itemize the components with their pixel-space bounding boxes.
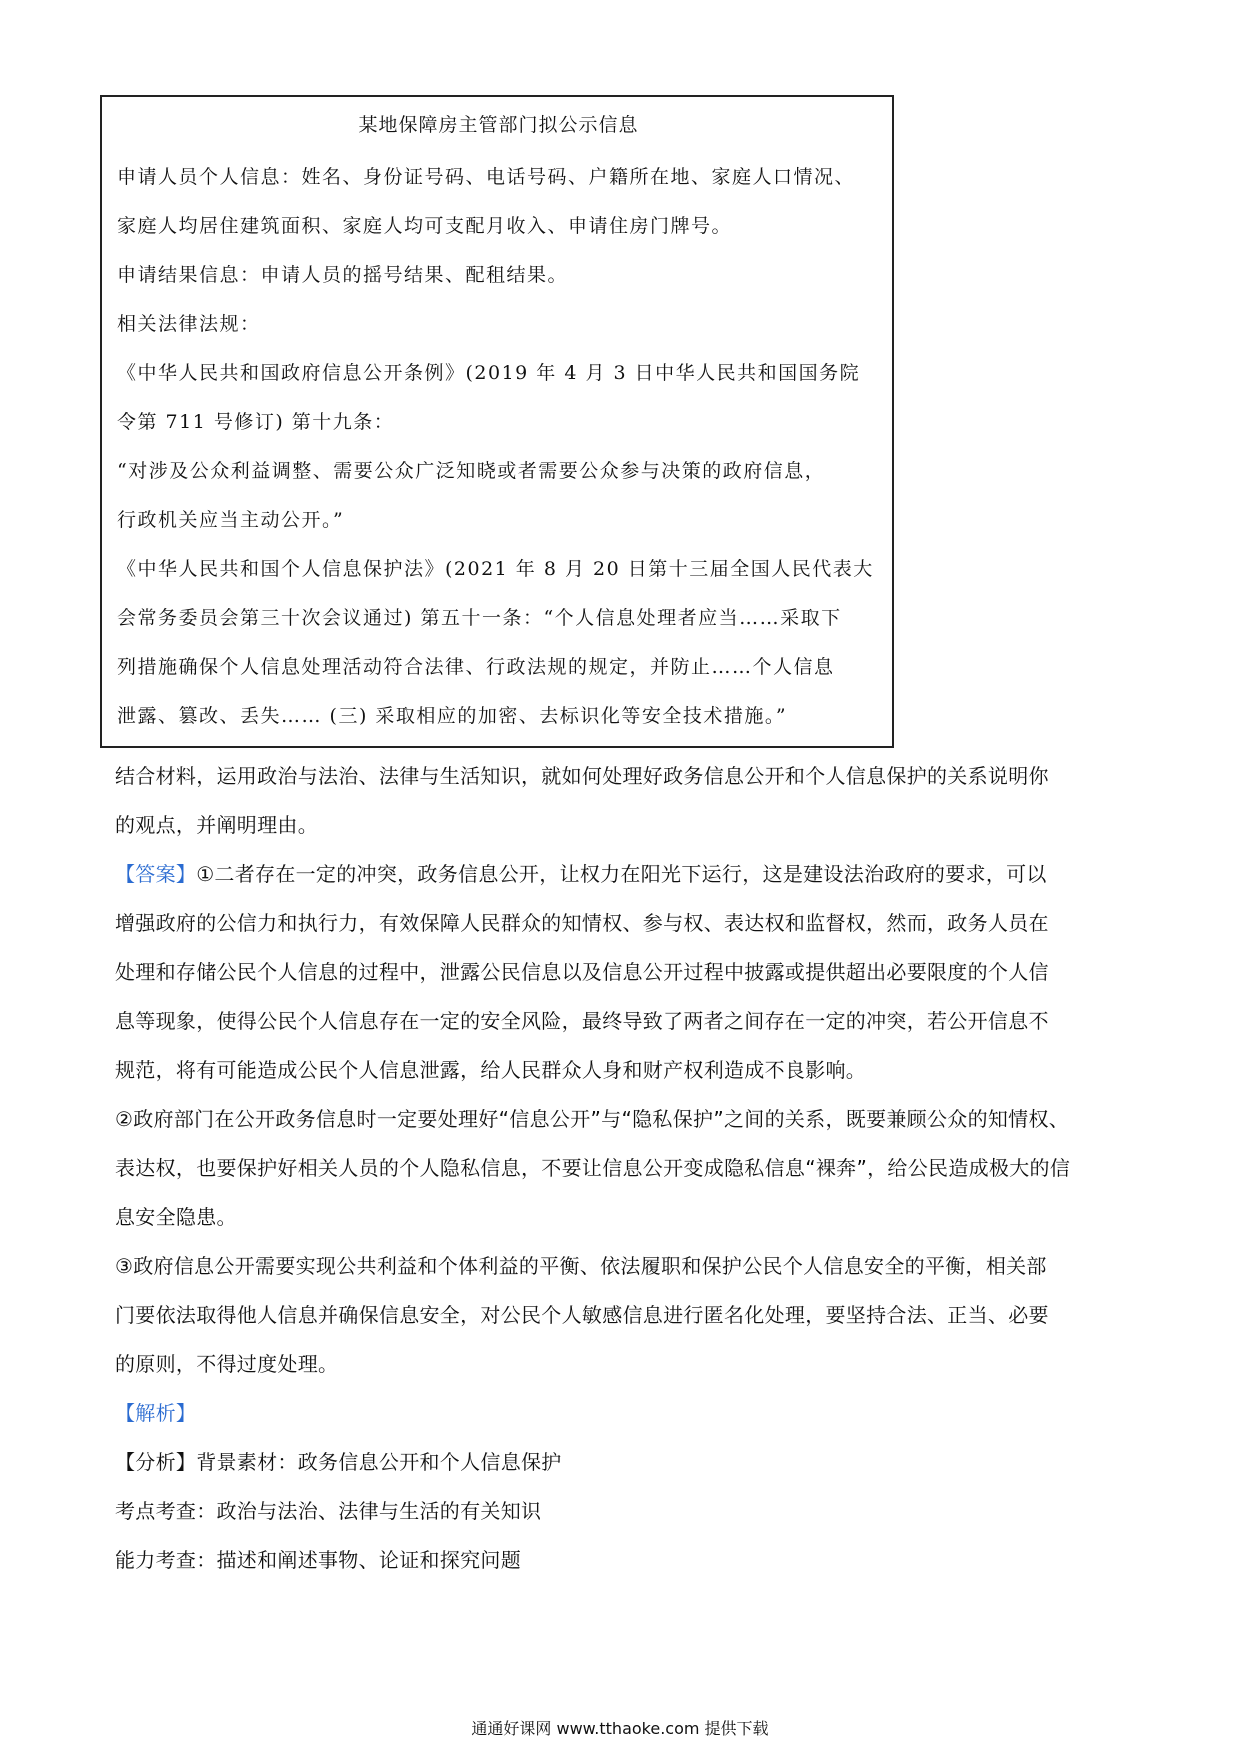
answer-line: ②政府部门在公开政务信息时一定要处理好“信息公开”与“隐私保护”之间的关系，既要兼顾公众的知情权、 bbox=[115, 1107, 1070, 1131]
question-line: 结合材料，运用政治与法治、法律与生活知识，就如何处理好政务信息公开和个人信息保护的关系说明你 bbox=[115, 764, 1049, 788]
material-line: 列措施确保个人信息处理活动符合法律、行政法规的规定，并防止……个人信息 bbox=[117, 656, 835, 678]
analysis-tag: 【解析】 bbox=[115, 1401, 197, 1425]
answer-line: 息等现象，使得公民个人信息存在一定的安全风险，最终导致了两者之间存在一定的冲突，若公开信息不 bbox=[115, 1009, 1049, 1033]
answer-line: 门要依法取得他人信息并确保信息安全，对公民个人敏感信息进行匿名化处理，要坚持合法、正当、必要 bbox=[115, 1303, 1049, 1327]
answer-line-text: ①二者存在一定的冲突，政务信息公开，让权力在阳光下运行，这是建设法治政府的要求，可以 bbox=[196, 862, 1047, 886]
material-line: 申请结果信息：申请人员的摇号结果、配租结果。 bbox=[117, 264, 569, 286]
answer-line: 增强政府的公信力和执行力，有效保障人民群众的知情权、参与权、表达权和监督权，然而，政务人员在 bbox=[115, 911, 1049, 935]
answer-block bbox=[115, 850, 1135, 1389]
analysis-line: 【分析】背景素材：政务信息公开和个人信息保护 bbox=[115, 1450, 562, 1474]
answer-first-line bbox=[115, 850, 1135, 899]
answer-line: ③政府信息公开需要实现公共利益和个体利益的平衡、依法履职和保护公民个人信息安全的平衡，相关部 bbox=[115, 1254, 1047, 1278]
page-footer: 通通好课网 www.tthaoke.com 提供下载 bbox=[471, 1719, 769, 1738]
material-line: “对涉及公众利益调整、需要公众广泛知晓或者需要公众参与决策的政府信息， bbox=[117, 460, 826, 482]
answer-line: 规范，将有可能造成公民个人信息泄露，给人民群众人身和财产权利造成不良影响。 bbox=[115, 1058, 867, 1082]
analysis-line: 考点考查：政治与法治、法律与生活的有关知识 bbox=[115, 1499, 542, 1523]
answer-line: 表达权，也要保护好相关人员的个人隐私信息，不要让信息公开变成隐私信息“裸奔”，给公民造成极大的信 bbox=[115, 1156, 1071, 1180]
main-content bbox=[115, 752, 1135, 1585]
material-line: 令第 711 号修订) 第十九条： bbox=[117, 411, 395, 433]
analysis-block bbox=[115, 1389, 1135, 1585]
material-line: 相关法律法规： bbox=[117, 313, 261, 335]
material-line: 《中华人民共和国个人信息保护法》(2021 年 8 月 20 日第十三届全国人民代表大 bbox=[117, 558, 874, 580]
analysis-line: 能力考查：描述和阐述事物、论证和探究问题 bbox=[115, 1548, 521, 1572]
material-title: 某地保障房主管部门拟公示信息 bbox=[358, 114, 639, 136]
material-box bbox=[100, 95, 894, 748]
answer-tag: 【答案】 bbox=[115, 862, 197, 886]
question-line: 的观点，并阐明理由。 bbox=[115, 813, 318, 837]
material-line: 行政机关应当主动公开。” bbox=[117, 509, 345, 531]
answer-line: 息安全隐患。 bbox=[115, 1205, 237, 1229]
material-body bbox=[117, 153, 880, 741]
answer-line: 处理和存储公民个人信息的过程中，泄露公民信息以及信息公开过程中披露或提供超出必要限度的个人信 bbox=[115, 960, 1049, 984]
material-line: 泄露、篡改、丢失…… (三) 采取相应的加密、去标识化等安全技术措施。” bbox=[117, 705, 788, 727]
material-line: 《中华人民共和国政府信息公开条例》(2019 年 4 月 3 日中华人民共和国国务院 bbox=[117, 362, 861, 384]
material-line: 家庭人均居住建筑面积、家庭人均可支配月收入、申请住房门牌号。 bbox=[117, 215, 733, 237]
question-block bbox=[115, 752, 1135, 850]
answer-line: 的原则，不得过度处理。 bbox=[115, 1352, 339, 1376]
material-line: 会常务委员会第三十次会议通过) 第五十一条：“个人信息处理者应当……采取下 bbox=[117, 607, 842, 629]
material-line: 申请人员个人信息：姓名、身份证号码、电话号码、户籍所在地、家庭人口情况、 bbox=[117, 166, 856, 188]
